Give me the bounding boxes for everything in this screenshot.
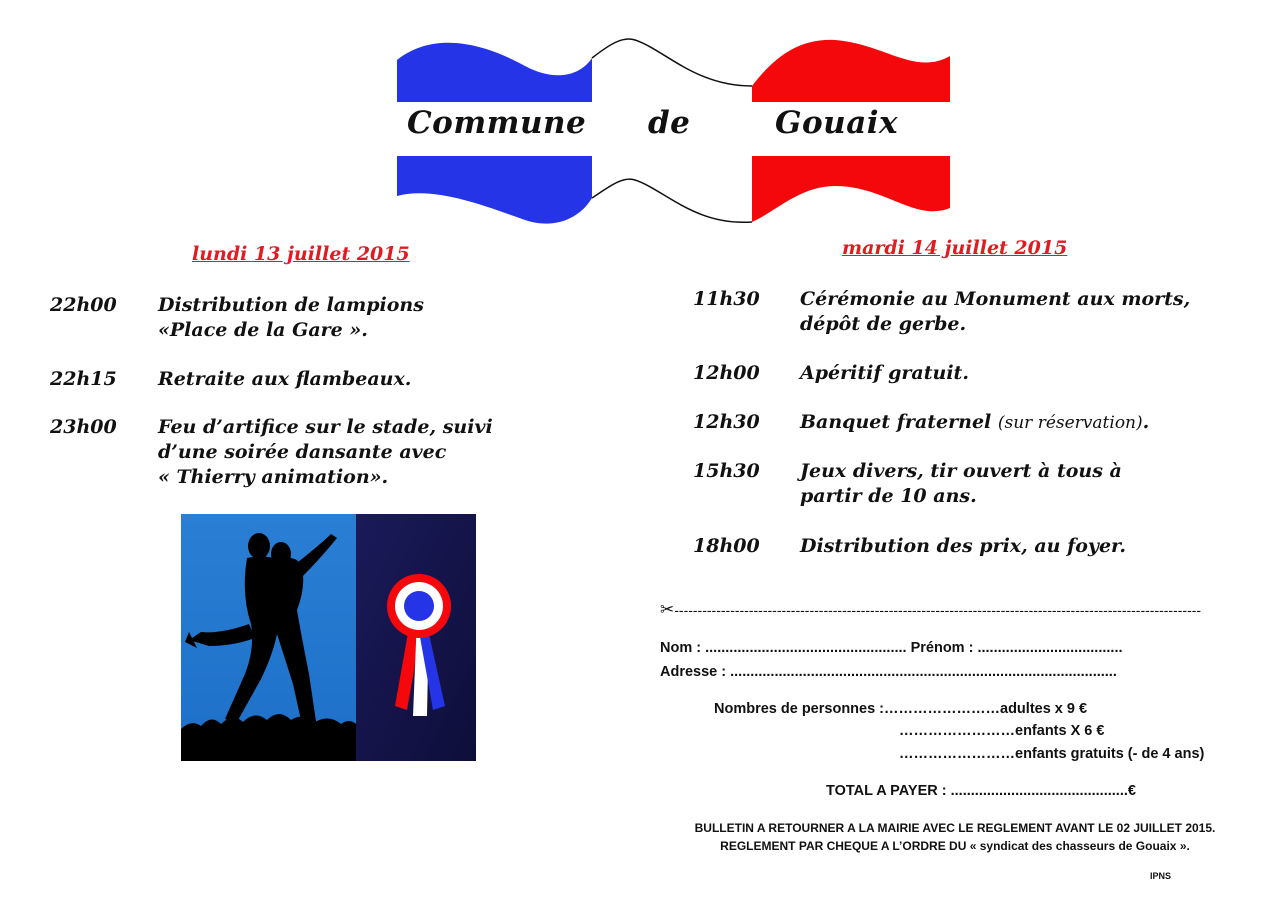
cut-dashes: ----------------------------------------------------------------------------------------------------------------- <box>674 602 1202 618</box>
day2-time-3: 12h30 <box>693 411 760 433</box>
nom-field[interactable]: .................................................. <box>705 640 907 656</box>
cut-line <box>660 600 1245 620</box>
day1-event-1 <box>158 293 424 343</box>
day1-time-1: 22h00 <box>50 294 117 316</box>
flag-white-outline <box>592 39 752 86</box>
total-row <box>826 783 1136 799</box>
children-field[interactable]: …………………… <box>899 723 1015 739</box>
event-line: Apéritif gratuit. <box>800 362 969 384</box>
day1-title: lundi 13 juillet 2015 <box>192 243 410 265</box>
flag-red-bottom <box>752 156 950 222</box>
ipns-mark: IPNS <box>1150 871 1172 881</box>
banner-word-commune: Commune <box>407 105 587 141</box>
event-line: d’une soirée dansante avec <box>158 441 447 463</box>
flag-blue-bottom <box>397 156 592 224</box>
persons-row-adults <box>714 701 1087 717</box>
dancers-rosette-picture <box>181 514 476 761</box>
day1-time-2: 22h15 <box>50 368 117 390</box>
banner-word-gouaix: Gouaix <box>775 105 899 141</box>
event-line: Distribution de lampions <box>158 294 424 316</box>
day2-event-4 <box>800 459 1122 509</box>
total-currency: € <box>1127 783 1136 799</box>
event-line: Retraite aux flambeaux. <box>158 368 412 390</box>
day2-event-5 <box>800 534 1126 559</box>
event-line: «Place de la Gare ». <box>158 319 368 341</box>
day1-time-3: 23h00 <box>50 416 117 438</box>
address-row <box>660 664 1117 680</box>
adults-field[interactable]: …………………… <box>884 701 1001 717</box>
children-price: enfants X 6 € <box>1015 723 1105 739</box>
event-line: « Thierry animation». <box>158 466 389 488</box>
nom-label: Nom : <box>660 640 702 656</box>
prenom-label: Prénom : <box>910 640 974 656</box>
day2-time-1: 11h30 <box>693 288 760 310</box>
adresse-label: Adresse : <box>660 664 727 680</box>
day1-event-2 <box>158 367 411 392</box>
free-field[interactable]: …………………… <box>899 746 1015 762</box>
persons-label: Nombres de personnes : <box>714 701 885 717</box>
event-line: Jeux divers, tir ouvert à tous à <box>800 460 1122 482</box>
event-line: Banquet fraternel <box>800 411 998 433</box>
event-note: (sur réservation) <box>997 413 1143 433</box>
flag-red-top <box>752 40 950 102</box>
event-line: Distribution des prix, au foyer. <box>800 535 1126 557</box>
total-label: TOTAL A PAYER : <box>826 783 947 799</box>
scissors-icon: ✂ <box>660 600 675 620</box>
event-line: partir de 10 ans. <box>800 485 977 507</box>
event-line: dépôt de gerbe. <box>800 313 967 335</box>
flag-white-outline-bottom <box>592 179 752 222</box>
day2-event-1 <box>800 287 1190 337</box>
event-tail: . <box>1142 411 1150 433</box>
day2-event-2 <box>800 361 969 386</box>
day2-time-4: 15h30 <box>693 460 760 482</box>
persons-row-children <box>899 723 1104 739</box>
event-line: Cérémonie au Monument aux morts, <box>800 288 1191 310</box>
adults-price: adultes x 9 € <box>1000 701 1088 717</box>
total-field[interactable]: ............................................ <box>950 783 1128 799</box>
persons-row-free <box>899 746 1204 762</box>
banner-word-de: de <box>648 105 691 141</box>
footer-line-2: REGLEMENT PAR CHEQUE A L’ORDRE DU « syndicat des chasseurs de Gouaix ». <box>720 839 1190 853</box>
flag-blue-top <box>397 43 592 102</box>
footer-line-1: BULLETIN A RETOURNER A LA MAIRIE AVEC LE REGLEMENT AVANT LE 02 JUILLET 2015. <box>694 821 1216 835</box>
day2-title: mardi 14 juillet 2015 <box>842 237 1068 259</box>
day2-time-2: 12h00 <box>693 362 760 384</box>
day1-event-3 <box>158 415 493 490</box>
day2-time-5: 18h00 <box>693 535 760 557</box>
adresse-field[interactable]: ................................................................................................ <box>730 664 1117 680</box>
day2-event-3 <box>800 410 1149 436</box>
free-children: enfants gratuits (- de 4 ans) <box>1015 746 1205 762</box>
prenom-field[interactable]: .................................... <box>977 640 1123 656</box>
event-line: Feu d’artifice sur le stade, suivi <box>158 416 493 438</box>
name-row <box>660 640 1123 656</box>
